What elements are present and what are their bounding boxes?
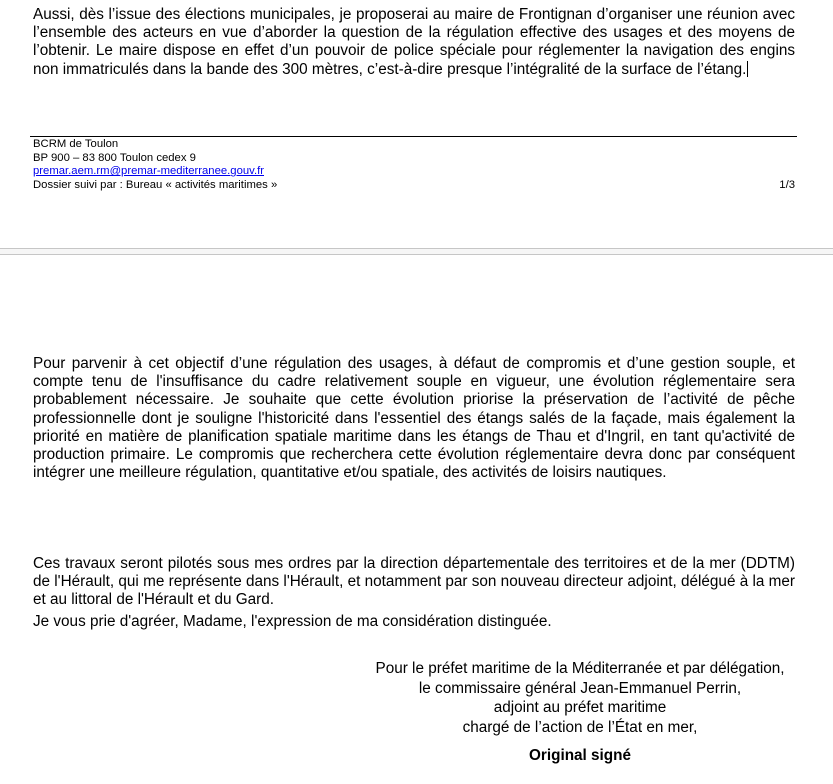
body-paragraph[interactable] xyxy=(33,6,795,79)
signature-line: le commissaire général Jean-Emmanuel Perrin, xyxy=(418,679,742,697)
document-page-2 xyxy=(0,255,833,784)
footer-office: BCRM de Toulon xyxy=(33,138,119,150)
footer-address: BP 900 – 83 800 Toulon cedex 9 xyxy=(33,151,196,164)
closing-paragraph[interactable]: Je vous prie d'agréer, Madame, l'expression de ma considération distinguée. xyxy=(33,613,552,630)
footer-email-link[interactable]: premar.aem.rm@premar-mediterranee.gouv.fr xyxy=(33,165,264,178)
body-paragraph[interactable]: Ces travaux seront pilotés sous mes ordres par la direction départementale des territoires et de la mer (DDTM) de l'Hérault, qui me représente dans l'Hérault, et notamment par son nouveau directeur adjoint, délégué à la mer et au littoral de l'Hérault et du Gard. xyxy=(33,555,795,609)
text-cursor xyxy=(747,61,748,77)
footer-divider xyxy=(30,136,797,137)
signature-status: Original signé xyxy=(529,746,631,764)
document-page-1 xyxy=(0,0,833,248)
body-paragraph[interactable]: Pour parvenir à cet objectif d’une régulation des usages, à défaut de compromis et d’une gestion souple, et compte tenu de l'insuffisance du cadre relativement souple en vigueur, une évolution réglementaire sera probablement nécessaire. Je souhaite que cette évolution priorise la préservation de l’activité de pêche professionnelle dont je souligne l'historicité dans l'essentiel des étangs salés de la façade, mais également la priorité en matière de planification spatiale maritime dans les étangs de Thau et d'Ingril, en tant qu'activité de production primaire. Le compromis que recherchera cette évolution réglementaire devra donc par conséquent intégrer une meilleure régulation, quantitative et/ou spatiale, des activités de loisirs nautiques. xyxy=(33,355,795,482)
signature-line: adjoint au préfet maritime xyxy=(493,699,667,717)
page-separator xyxy=(0,248,833,255)
paragraph-text: Aussi, dès l’issue des élections municipales, je proposerai au maire de Frontignan d’organiser une réunion avec l’ensemble des acteurs en vue d’aborder la question de la régulation effective des usages et des moyens de l’obtenir. Le maire dispose en effet d’un pouvoir de police spéciale pour réglementer la navigation des engins non immatriculés dans la bande des 300 mètres, c’est-à-dire presque l’intégralité de la surface de l’étang. xyxy=(33,6,795,78)
signature-block xyxy=(330,659,830,766)
signature-line: Pour le préfet maritime de la Méditerranée et par délégation, xyxy=(375,660,785,677)
signature-line: chargé de l’action de l’État en mer, xyxy=(462,719,698,737)
letter-footer xyxy=(33,138,795,192)
footer-followed-by: Dossier suivi par : Bureau « activités maritimes » xyxy=(33,178,278,191)
page-number: 1/3 xyxy=(779,179,795,191)
